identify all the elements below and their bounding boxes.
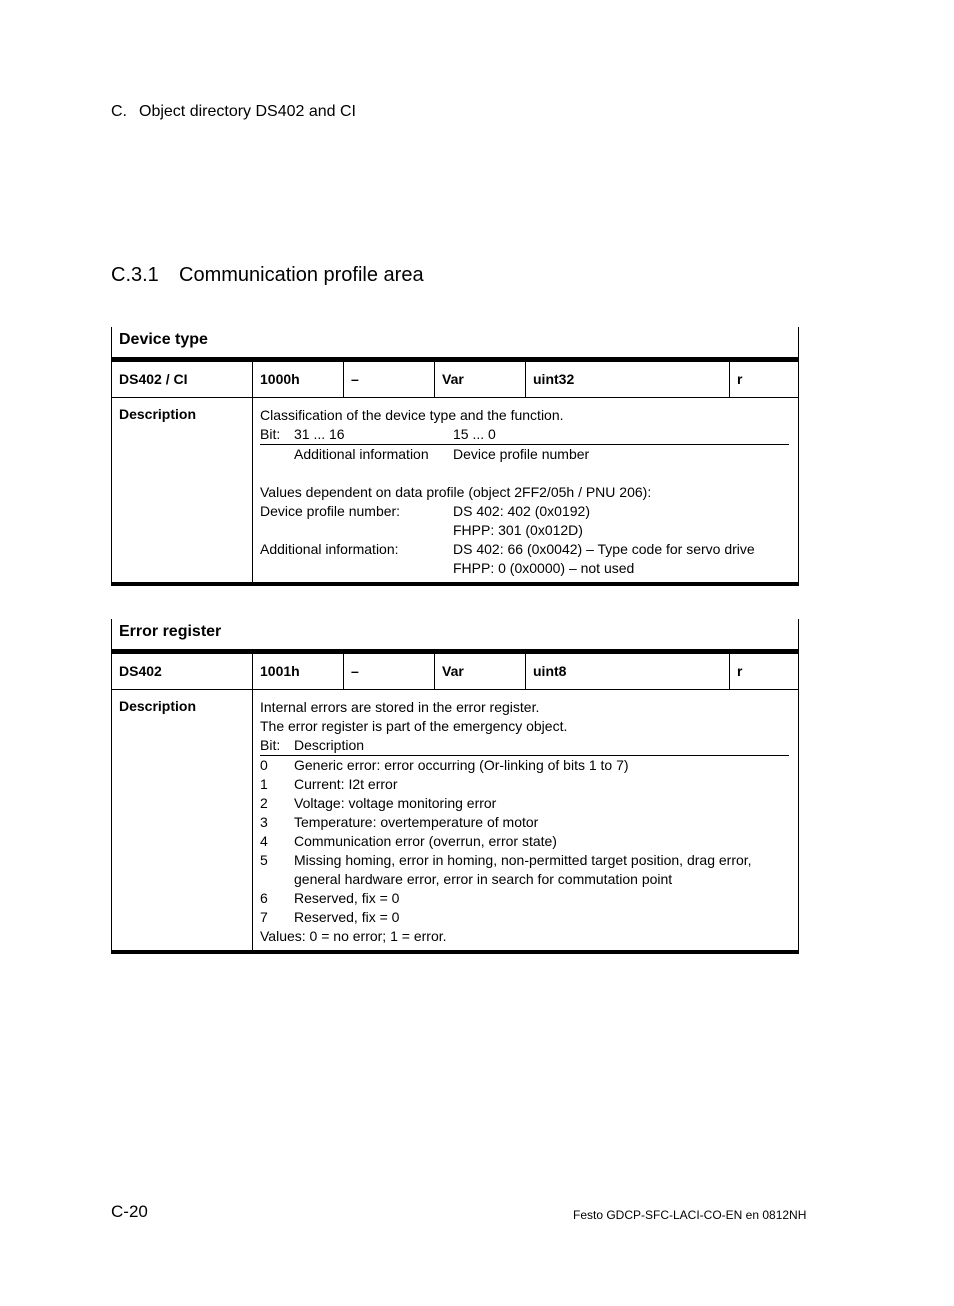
bit-text: Temperature: overtemperature of motor [294,814,539,830]
header-cell-index: 1000h [253,362,344,397]
chapter-heading [111,103,356,121]
bit-header-line [260,736,789,756]
additional-info-value: DS 402: 66 (0x0042) – Type code for servo drive [453,541,755,557]
intro-line-2: The error register is part of the emergency object. [260,718,568,734]
additional-info-value-2: FHPP: 0 (0x0000) – not used [453,560,635,576]
bit-text: Missing homing, error in homing, non-permitted target position, drag error, general hardware error, error in search for commutation point [294,852,752,887]
bit-range-high: 31 ... 16 [294,426,345,442]
bit-text: Reserved, fix = 0 [294,890,400,906]
section-number: C.3.1 [111,264,159,286]
device-profile-line-2 [260,521,789,540]
list-item [260,794,789,813]
description-label: Description [112,690,253,950]
error-register-header-row [111,653,799,690]
bit-number: 2 [260,795,268,811]
description-line: Classification of the device type and the function. [260,407,564,423]
header-cell-type: uint32 [526,362,730,397]
list-item [260,889,789,908]
header-cell-class: Var [435,362,526,397]
list-item [260,832,789,851]
bit-text: Communication error (overrun, error state) [294,833,557,849]
list-item [260,851,789,889]
description-label: Description [112,398,253,582]
values-line: Values: 0 = no error; 1 = error. [260,928,447,944]
error-register-description-row [111,690,799,954]
bit-number: 7 [260,909,268,925]
device-profile-label: Device profile number: [260,503,401,519]
device-type-header-row [111,361,799,398]
bit-header-line [260,425,789,445]
chapter-title: Object directory DS402 and CI [139,103,356,120]
list-item [260,813,789,832]
bit-number: 6 [260,890,268,906]
values-intro: Values dependent on data profile (object 2FF2/05h / PNU 206): [260,484,652,500]
device-type-description-row [111,398,799,586]
bit-text: Voltage: voltage monitoring error [294,795,497,811]
footer-text: Festo GDCP-SFC-LACI-CO-EN en 0812NH [573,1208,807,1222]
header-cell-subindex: – [344,654,435,689]
header-cell-type: uint8 [526,654,730,689]
bit-label: Bit: [260,737,281,753]
header-cell-subindex: – [344,362,435,397]
header-cell-profile: DS402 [112,654,253,689]
additional-info-label: Additional information: [260,541,399,557]
bit-number: 1 [260,776,268,792]
list-item [260,775,789,794]
list-item [260,908,789,927]
bit-description-label: Description [294,737,365,753]
intro-line-1: Internal errors are stored in the error register. [260,699,540,715]
bit-number: 5 [260,852,268,868]
bit-number: 0 [260,757,268,773]
chapter-number: C. [111,103,127,120]
page-number: C-20 [111,1202,148,1221]
description-content [253,690,798,950]
error-register-title: Error register [111,619,799,653]
bit-text: Generic error: error occurring (Or-linking of bits 1 to 7) [294,757,629,773]
header-cell-access: r [737,371,743,387]
header-cell-class: Var [435,654,526,689]
bit-number: 3 [260,814,268,830]
error-register-table [111,619,799,954]
header-cell-index: 1001h [253,654,344,689]
bit-label: Bit: [260,426,281,442]
list-item [260,756,789,775]
bit-range-low: 15 ... 0 [453,426,496,442]
section-heading [111,264,424,287]
device-type-title: Device type [111,327,799,361]
bit-number: 4 [260,833,268,849]
device-type-table [111,327,799,586]
header-cell-access: r [737,663,743,679]
additional-info-line-2 [260,559,789,578]
device-profile-value: DS 402: 402 (0x0192) [453,503,590,519]
section-title: Communication profile area [179,264,424,286]
bit-text: Current: I2t error [294,776,398,792]
bit-columns-line [260,445,789,464]
bit-text: Reserved, fix = 0 [294,909,400,925]
header-cell-profile: DS402 / CI [112,362,253,397]
col-device-profile: Device profile number [453,446,590,462]
additional-info-line [260,540,789,559]
device-profile-value-2: FHPP: 301 (0x012D) [453,522,583,538]
description-content [253,398,798,582]
device-profile-line [260,502,789,521]
col-additional-info: Additional information [294,446,429,462]
